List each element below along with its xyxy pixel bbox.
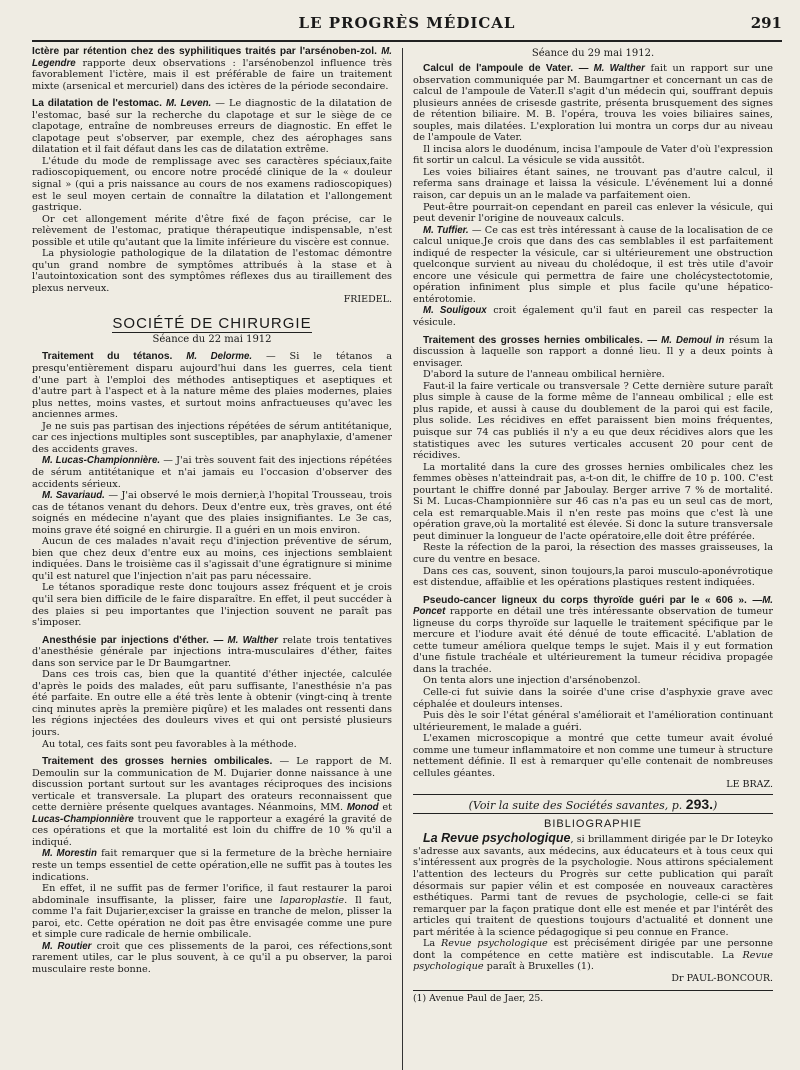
- article-text: — Ce cas est très intéressant à cause de la localisation de ce calcul unique.Je crois que dans des cas semblables il est parfaitement indiqué de respecter la vésicule, car si ultérieurement une obstruction quelconque survient au niveau du cholédoque, il est très utile d'avoir encore une vésicule qui permettra de faire une cholécystectotomie, opération infiniment plus simple et plus facile qu'une hépatico-entérotomie.: [413, 224, 773, 305]
- article-title: Pseudo-cancer ligneux du corps thyroïde guéri par le « 606 ».: [423, 594, 747, 606]
- pseudo-cancer-article: [413, 595, 773, 676]
- session-date: Séance du 22 mai 1912: [152, 334, 272, 346]
- article-title: Traitement du tétanos.: [42, 351, 173, 363]
- paragraph: Peut-être pourrait-on cependant en pareil cas enlever la vésicule, qui peut devenir l'origine de nouveaux calculs.: [413, 201, 773, 225]
- article-text: résum la discussion à laquelle son rapport a donné lieu. Il y a deux points à envisager.: [413, 334, 773, 369]
- article-text: Il faut, comme l'a fait Dujarier,exciser la graisse en tranche de melon, plisser la paroi, etc. Cette opération ne doit pas être envisagée comme une pure et simple cure radicale de hernie ombilicale.: [32, 894, 392, 941]
- author-name: — M. Demoul in: [647, 334, 725, 346]
- italic-term: laparoplastie.: [279, 894, 348, 906]
- article-text: croit également qu'il faut en pareil cas respecter la vésicule.: [413, 305, 773, 329]
- paragraph: La mortalité dans la cure des grosses hernies ombilicales chez les femmes obèses n'atteindrait pas, a-t-on dit, le chiffre de 10 p. 100. C'est pourtant le chiffre donné par Jaboulay. Berger arrive 7 % de mortalité. Si M. Lucas-Championnière sur 46 cas n'a pas eu un seul cas de mort, cela est remarquable.Mais il n'en reste pas moins que c'est là une opération grave,où la mortalité est élevée. Si donc la suture transversale peut diminuer la longueur de l'acte opératoire,elle doit être préférée.: [413, 461, 773, 542]
- author-name: Monod: [346, 802, 379, 814]
- article-text: fait un rapport sur une observation communiquée par M. Baumgartner et concernant un cas de calcul de l'ampoule de Vater.Il s'agit d'un médecin qui, souffrant depuis plusieurs années de crisesde gastrite, présenta brusquement des signes de rétention biliaire. M. B. l'opéra, trouva les voies biliaires saines, souples, mais dilatées. L'exploration lui montra un corps dur au niveau de l'ampoule de Vater.: [413, 63, 773, 144]
- article-text: est précisément dirigée par une personne dont la compétence en cette matière est indiscutable. La: [413, 938, 773, 961]
- signature: LE BRAZ.: [726, 779, 773, 791]
- article-text: relate trois tentatives d'anesthésie générale par injections intra-musculaires d'éther, faites dans son service par le Dr Baumgartner.: [32, 634, 392, 669]
- continued-notice: [413, 794, 773, 814]
- italic-term: Revue psychologique: [413, 949, 773, 973]
- article-title: La dilatation de l'estomac.: [32, 98, 162, 110]
- article-text: paraît à Bruxelles (1).: [486, 961, 594, 973]
- page-number: 291: [750, 14, 782, 32]
- paragraph: [32, 490, 392, 536]
- article-title: Anesthésie par injections d'éther.: [42, 634, 209, 646]
- article-text: croit que ces plissements de la paroi, ces réfections,sont rarement utiles, car le plus souvent, à ce qu'il a pu observer, la paroi musculaire reste bonne.: [32, 940, 392, 975]
- article-text: La: [423, 938, 436, 950]
- paragraph: [32, 883, 392, 941]
- paragraph: [32, 941, 392, 976]
- article-title: Calcul de l'ampoule de Vater.: [423, 63, 574, 74]
- author-name: M. Leven.: [166, 98, 212, 110]
- paragraph: On tenta alors une injection d'arsénobenzol.: [423, 675, 641, 687]
- paragraph: [32, 455, 392, 490]
- signature: FRIEDEL.: [343, 294, 392, 306]
- revue-title: La Revue psychologique: [423, 831, 571, 846]
- article-text: fait remarquer que si la fermeture de la brèche herniaire reste un temps essentiel de cette opération,elle ne suffit pas à toutes les indications.: [32, 848, 392, 883]
- paragraph: Le tétanos sporadique reste donc toujours assez fréquent et je crois qu'il sera bien difficile de le faire disparaître. En effet, il peut succéder à des plaies si peu importantes que l'injection souvent ne paraît pas s'imposer.: [32, 582, 392, 629]
- author-name: Lucas-Championnière: [32, 813, 134, 825]
- paragraph: Au total, ces faits sont peu favorables à la méthode.: [42, 738, 297, 750]
- article-text: En effet, il ne suffit pas de fermer l'orifice, il faut restaurer la paroi abdominale insuffisante, la plisser, faire une: [32, 883, 392, 906]
- italic-term: Revue psychologique: [441, 938, 548, 950]
- author-name: M. Routier: [42, 940, 92, 952]
- paragraph: D'abord la suture de l'anneau ombilical hernière.: [423, 369, 665, 381]
- article-title: Traitement des grosses hernies ombilicales.: [42, 756, 273, 768]
- paragraph: L'examen microscopique a montré que cette tumeur avait évolué comme une tumeur inflammatoire et non comme une tumeur à structure nettement définie. Il est à remarquer qu'elle contenait de nombreuses cellules géantes.: [413, 733, 773, 779]
- dilatation-article: [32, 98, 392, 156]
- hernies2-article: [413, 335, 773, 370]
- author-name: M. Souligoux: [423, 305, 487, 317]
- paragraph: [413, 305, 773, 328]
- ether-article: [32, 635, 392, 670]
- bibliographie-heading: BIBLIOGRAPHIE: [544, 818, 642, 831]
- signature: Dr PAUL-BONCOUR.: [671, 972, 773, 984]
- article-text: — J'ai très souvent fait des injections répétées de sérum antitétanique et n'ai jamais eu l'occasion d'observer des accidents sérieux.: [32, 455, 392, 490]
- left-column: [32, 42, 392, 1070]
- article-title: Ictère par rétention chez des syphilitiques traités par l'arsénoben-zol.: [32, 46, 377, 57]
- author-name: M. Morestin: [42, 848, 97, 860]
- paragraph: Reste la réfection de la paroi, la résection des masses graisseuses, la cure du ventre en besace.: [413, 542, 773, 565]
- paragraph: Dans ces trois cas, bien que la quantité d'éther injectée, calculée d'après le poids des malades, eût paru suffisante, l'anesthésie n'a pas été parfaite. En outre elle a été très lente à obtenir (vingt-cinq à trente cinq minutes après la première piqûre) et les malades ont ressenti dans les régions injectées des douleurs vives et qui ont persisté plusieurs jours.: [32, 669, 392, 738]
- paragraph: [413, 938, 773, 973]
- footnote: (1) Avenue Paul de Jaer, 25.: [413, 990, 773, 1005]
- author-name: —M. Poncet: [413, 594, 773, 618]
- society-title: SOCIÉTÉ DE CHIRURGIE: [112, 315, 312, 333]
- tetanos-article: [32, 351, 392, 420]
- author-name: — M. Walther: [578, 63, 645, 74]
- author-name: M. Savariaud.: [42, 490, 105, 502]
- author-name: M. Delorme.: [186, 351, 253, 363]
- article-text: rapporte deux observations : l'arsénobenzol influence très favorablement l'ictère, mais il est préférable de faire un traitement mixte (arsenical et mercuriel) dans des ictères de la période secondaire.: [32, 57, 392, 92]
- article-text: rapporte en détail une très intéressante observation de tumeur ligneuse du corps thyroïde sur laquelle le traitement spécifique par le mercure et l'iodure avait été dénué de toute efficacité. L'ablation de cette tumeur améliora quelque temps le sujet. Mais il y eut formation d'une fistule trachéale et ultérieurement la tumeur récidiva propagée dans la trachée.: [413, 606, 773, 675]
- paragraph: [413, 225, 773, 306]
- paragraph: Celle-ci fut suivie dans la soirée d'une crise d'asphyxie grave avec céphalée et douleurs intenses.: [413, 686, 773, 710]
- paragraph: Aucun de ces malades n'avait reçu d'injection préventive de sérum, bien que chez deux d'entre eux au moins, ces injections semblaient indiquées. Dans le troisième cas il s'agissait d'une égratignure si minime qu'il est naturel que l'injection n'ait pas paru nécessaire.: [32, 536, 392, 582]
- page-header: [32, 0, 782, 42]
- paragraph: L'étude du mode de remplissage avec ses caractères spéciaux,faite radioscopiquement, ou encore notre procédé clinique de la « douleur signal » (qui a pris naissance au cours de nos examens radioscopiques) est le seul moyen certain de connaître la dilatation et l'allongement gastrique.: [32, 155, 392, 214]
- article-text: — J'ai observé le mois dernier,à l'hopital Trousseau, trois cas de tétanos venant du dehors. Deux d'entre eux, très graves, ont été soignés en médecine n'ayant que des plaies insignifiantes. Le 3e cas, moins grave été soigné en chirurgie. Il a guéri en un mois environ.: [32, 490, 392, 536]
- continued-close: ): [713, 799, 718, 813]
- journal-title: LE PROGRÈS MÉDICAL: [298, 14, 516, 32]
- right-column: [413, 42, 773, 1070]
- session-date: Séance du 29 mai 1912.: [531, 48, 655, 59]
- continued-page: 293.: [685, 796, 714, 813]
- article-text: trouvent que le rapporteur a exagéré la gravité de ces opérations et que la mortalité est loin du chiffre de 10 % qu'il a indiqué.: [32, 813, 392, 848]
- paragraph: Puis dès le soir l'état général s'améliorait et l'amélioration continuant ultérieurement, le malade a guéri.: [413, 710, 773, 733]
- author-name: M. Lucas-Championnière.: [42, 455, 161, 467]
- author-name: M. Legendre: [32, 46, 392, 69]
- article-text: — Le rapport de M. Demoulin sur la communication de M. Dujarier donne naissance à une discussion portant surtout sur les avantages réciproques des incisions verticale et transversale. La plupart des orateurs reconnaissent que cette dernière présente quelques avantages. Néanmoins, MM.: [32, 756, 392, 814]
- paragraph: [32, 848, 392, 883]
- article-text: — Si le tétanos a presqu'entièrement disparu aujourd'hui dans les guerres, cela tient d'une part à l'emploi des méthodes antiseptiques et aseptiques et d'autre part à l'aspect et à la nature même des plaies modernes, plaies plus nettes, moins vastes, et surtout moins anfractueuses qu'avec les anciennes armes.: [32, 351, 392, 421]
- paragraph: Les voies biliaires étant saines, ne trouvant pas d'autre calcul, il referma sans drainage et laissa la vésicule. L'événement lui a donné raison, car depuis un an le malade va parfaitement oien.: [413, 166, 773, 202]
- continued-text: (Voir la suite des Sociétés savantes, p.: [468, 799, 683, 813]
- paragraph: Il incisa alors le duodénum, incisa l'ampoule de Vater d'où l'expression fit sortir un calcul. La vésicule se vida aussitôt.: [413, 143, 773, 167]
- article-text: , si brillamment dirigée par le Dr Ioteyko s'adresse aux savants, aux médecins, aux éducateurs et à tous ceux qui s'intéressent aux progrès de la psychologie. Nous attirons spécialement l'attention des lecteurs du Progrès sur cette publication qui paraît désormais sur papier vélin et est composée en nouveaux caractères esthétiques. Parmi tant de revues de psychologie, celle-ci se fait remarquer par la façon pratique dont elle est menée et par l'intérêt des articles qui traitent de questions toujours d'actualité et donnent une part méritée à la science pédagogique si peu connue en France.: [413, 834, 773, 938]
- article-text: et: [382, 802, 392, 814]
- society-heading: [32, 315, 392, 332]
- author-name: M. Tuffier.: [423, 224, 469, 236]
- paragraph: Or cet allongement mérite d'être fixé de façon précise, car le relèvement de l'estomac, pratique thérapeutique indispensable, n'est possible et utile qu'autant que la limite inférieure du viscère est connue.: [32, 213, 392, 248]
- paragraph: Dans ces cas, souvent, sinon toujours,la paroi musculo-aponévrotique est distendue, affaiblie et les opérations plastiques restent indiquées.: [413, 565, 773, 589]
- paragraph: Faut-il la faire verticale ou transversale ? Cette dernière suture paraît plus simple à cause de la forme même de l'anneau ombilical ; elle est plus rapide, et aussi à cause du doublement de la paroi qui est facile, plus solide. Les récidives en effet paraissent bien moins fréquentes, puisque sur 74 cas publiés il n'y a eu que deux récidives alors que les statistiques avec les sutures verticales accusent 20 pour cent de récidives.: [413, 380, 773, 462]
- bibliographie-paragraph: [413, 833, 773, 938]
- article-text: — Le diagnostic de la dilatation de l'estomac, basé sur la recherche du clapotage et sur le siège de ce clapotage, entraîne de nombreuses erreurs de diagnostic. En effet le clapotage peut s'observer, par exemple, chez des aérophages sans dilatation et il fait défaut dans les cas de dilatation extrême.: [32, 98, 392, 156]
- ictere-article: [32, 46, 392, 92]
- vater-article: [413, 63, 773, 144]
- column-divider: [402, 48, 403, 1070]
- paragraph: Je ne suis pas partisan des injections répétées de sérum antitétanique, car ces injections multiples sont susceptibles, par anaphylaxie, d'amener des accidents graves.: [32, 420, 392, 455]
- paragraph: La physiologie pathologique de la dilatation de l'estomac démontre qu'un grand nombre de symptômes attribués à la stase et à l'autointoxication sont des symptômes réflexes dus au tiraillement des plexus nerveux.: [32, 248, 392, 294]
- article-title: Traitement des grosses hernies ombilicales.: [423, 334, 643, 346]
- hernies-article: [32, 756, 392, 848]
- author-name: — M. Walther: [213, 634, 278, 646]
